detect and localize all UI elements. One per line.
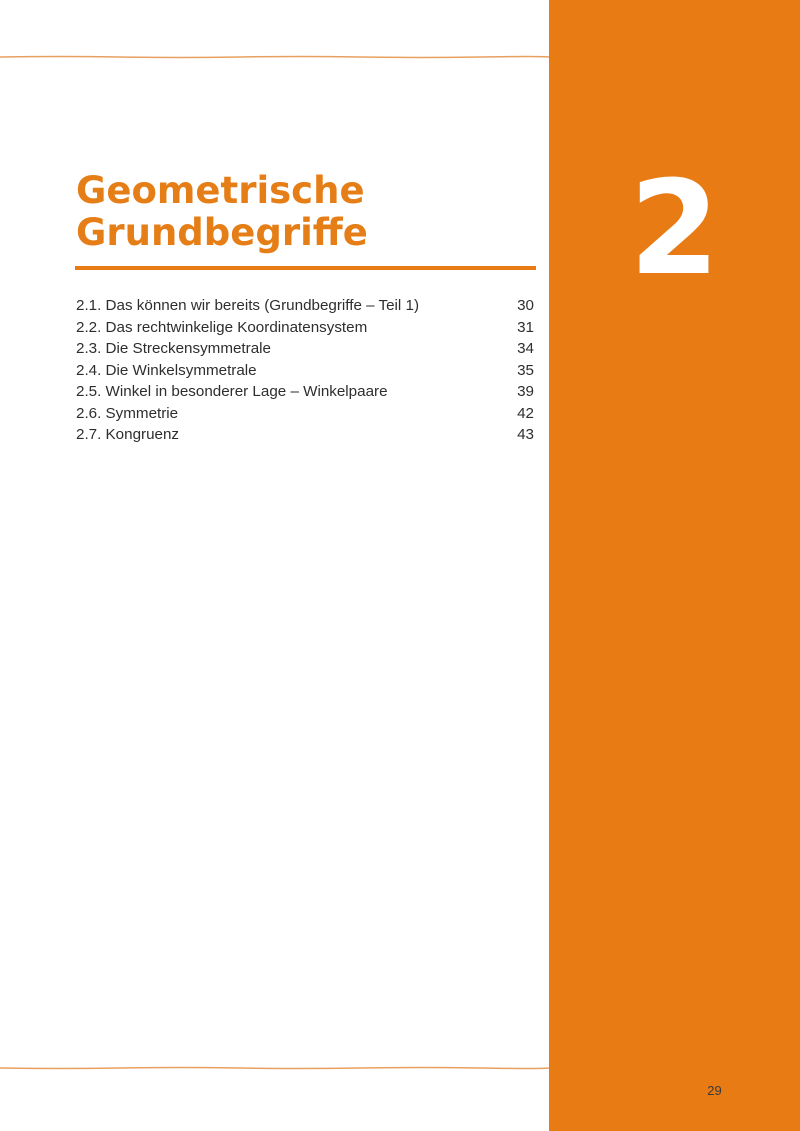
toc-entry-page: 39 — [517, 383, 534, 400]
toc-entry-page: 42 — [517, 404, 534, 422]
toc-entry-page: 35 — [517, 361, 534, 379]
chapter-title — [76, 170, 546, 254]
toc-entry[interactable] — [76, 403, 534, 425]
toc-entry-label: 2.5. Winkel in besonderer Lage – Winkelpaare — [76, 383, 388, 400]
chapter-title-line-1: Geometrische — [76, 169, 365, 212]
toc-entry-label: 2.7. Kongruenz — [76, 426, 180, 443]
toc-entry-label: 2.3. Die Streckensymmetrale — [76, 340, 271, 357]
toc-entry[interactable] — [76, 338, 534, 360]
toc-entry[interactable] — [76, 295, 534, 317]
toc-entry-page: 31 — [517, 318, 534, 336]
title-underline — [75, 266, 536, 270]
toc-entry[interactable] — [76, 424, 534, 446]
chapter-title-line-2: Grundbegriffe — [76, 211, 368, 254]
chapter-number: 2 — [629, 152, 720, 304]
toc-entry-label: 2.4. Die Winkelsymmetrale — [76, 361, 257, 379]
toc-entry[interactable] — [76, 381, 534, 403]
page-number: 29 — [707, 1083, 722, 1098]
table-of-contents — [76, 295, 534, 446]
bottom-divider — [0, 1066, 549, 1068]
toc-entry[interactable] — [76, 317, 534, 339]
toc-entry-page: 30 — [517, 297, 534, 314]
toc-entry-label: 2.2. Das rechtwinkelige Koordinatensystem — [76, 318, 368, 336]
toc-entry-label: 2.1. Das können wir bereits (Grundbegriffe – Teil 1) — [76, 297, 420, 314]
toc-entry-page: 34 — [517, 340, 534, 357]
toc-entry-label: 2.6. Symmetrie — [76, 404, 179, 422]
toc-entry[interactable] — [76, 360, 534, 382]
top-divider — [0, 55, 549, 57]
toc-entry-page: 43 — [517, 426, 534, 443]
